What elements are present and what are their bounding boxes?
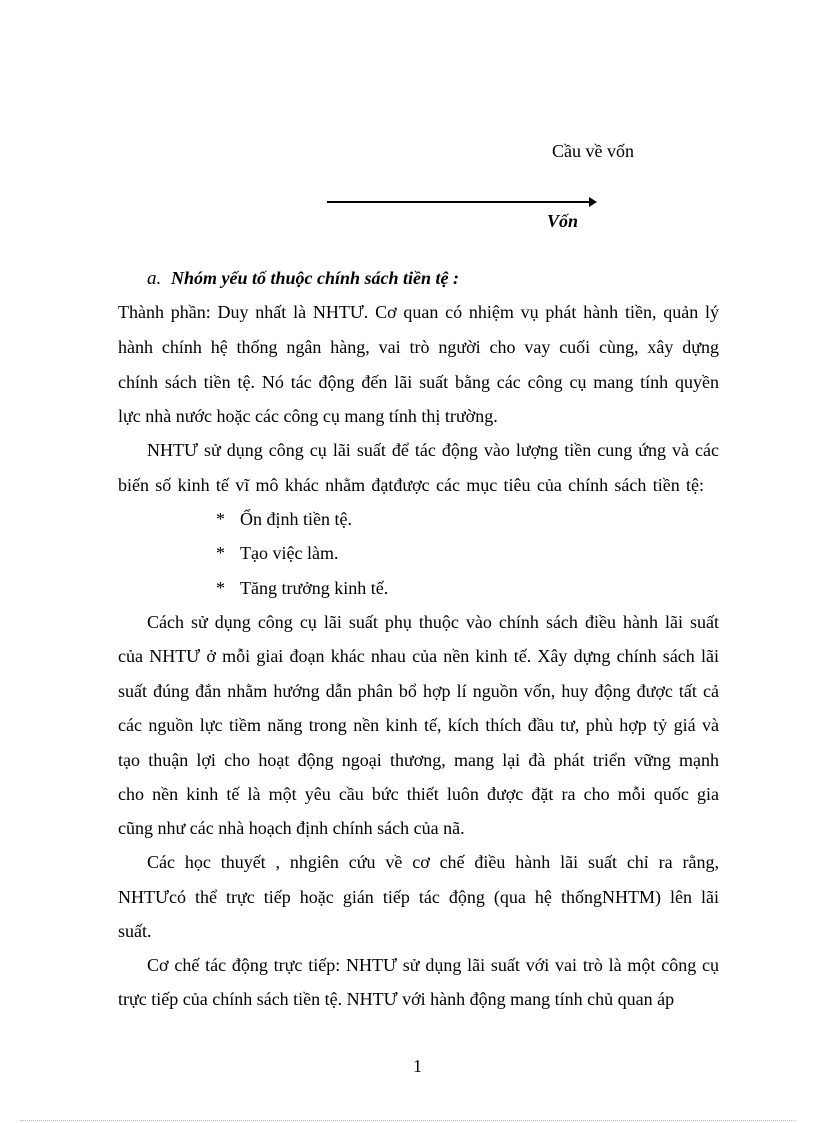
- paragraph-1-line-1: Thành phần: Duy nhất là NHTƯ. Cơ quan có nhiệm vụ phát hành tiền, quản lý: [118, 302, 719, 322]
- bullet-item: [216, 543, 338, 564]
- paragraph-2-line-1: NHTƯ sử dụng công cụ lãi suất để tác động vào lượng tiền cung ứng và các: [147, 440, 719, 460]
- bullet-item: [216, 509, 352, 530]
- section-heading: [147, 268, 459, 290]
- axis-label: Vốn: [547, 211, 579, 231]
- paragraph-4-line-3: suất.: [118, 921, 152, 941]
- demand-curve-label: Cầu về vốn: [552, 141, 634, 161]
- page-bottom-divider: [20, 1120, 796, 1121]
- section-title: Nhóm yếu tố thuộc chính sách tiền tệ :: [171, 268, 460, 288]
- section-marker: a.: [147, 268, 162, 289]
- horizontal-axis-arrow: [327, 201, 595, 203]
- paragraph-1-line-2: hành chính hệ thống ngân hàng, vai trò người cho vay cuối cùng, xây dựng: [118, 337, 719, 357]
- page-number: 1: [413, 1056, 422, 1076]
- paragraph-2-line-2: biến số kinh tế vĩ mô khác nhằm đạtđược các mục tiêu của chính sách tiền tệ:: [118, 475, 704, 495]
- paragraph-4-line-2: NHTƯcó thể trực tiếp hoặc gián tiếp tác động (qua hệ thốngNHTM) lên lãi: [118, 887, 719, 907]
- paragraph-3-line-2: của NHTƯ ở mỗi giai đoạn khác nhau của nền kinh tế. Xây dựng chính sách lãi: [118, 646, 719, 666]
- paragraph-5-line-2: trực tiếp của chính sách tiền tệ. NHTƯ với hành động mang tính chủ quan áp: [118, 989, 675, 1009]
- paragraph-3-line-1: Cách sử dụng công cụ lãi suất phụ thuộc vào chính sách điều hành lãi suất: [147, 612, 719, 632]
- bullet-star-icon: *: [216, 509, 225, 529]
- bullet-item: [216, 578, 388, 599]
- bullet-text: Tăng trưởng kinh tế.: [240, 578, 389, 598]
- paragraph-3-line-3: suất đúng đắn nhằm hướng dẫn phân bổ hợp lí nguồn vốn, huy động được tất cả: [118, 681, 719, 701]
- paragraph-1-line-4: lực nhà nước hoặc các công cụ mang tính thị trường.: [118, 406, 498, 426]
- paragraph-3-line-5: tạo thuận lợi cho hoạt động ngoại thương, mang lại đà phát triển vững mạnh: [118, 750, 719, 770]
- paragraph-5-line-1: Cơ chế tác động trực tiếp: NHTƯ sử dụng lãi suất với vai trò là một công cụ: [147, 955, 719, 975]
- bullet-star-icon: *: [216, 578, 225, 598]
- bullet-text: Tạo việc làm.: [240, 543, 339, 563]
- paragraph-1-line-3: chính sách tiền tệ. Nó tác động đến lãi suất bằng các công cụ mang tính quyền: [118, 372, 719, 392]
- paragraph-3-line-7: cũng như các nhà hoạch định chính sách của nã.: [118, 818, 465, 838]
- bullet-text: Ổn định tiền tệ.: [240, 509, 352, 529]
- bullet-star-icon: *: [216, 543, 225, 563]
- paragraph-3-line-6: cho nền kinh tế là một yêu cầu bức thiết luôn được đặt ra cho mỗi quốc gia: [118, 784, 719, 804]
- paragraph-3-line-4: các nguồn lực tiềm năng trong nền kinh tế, kích thích đầu tư, phù hợp tỷ giá và: [118, 715, 719, 735]
- paragraph-4-line-1: Các học thuyết , nhgiên cứu về cơ chế điều hành lãi suất chỉ ra rằng,: [147, 852, 719, 872]
